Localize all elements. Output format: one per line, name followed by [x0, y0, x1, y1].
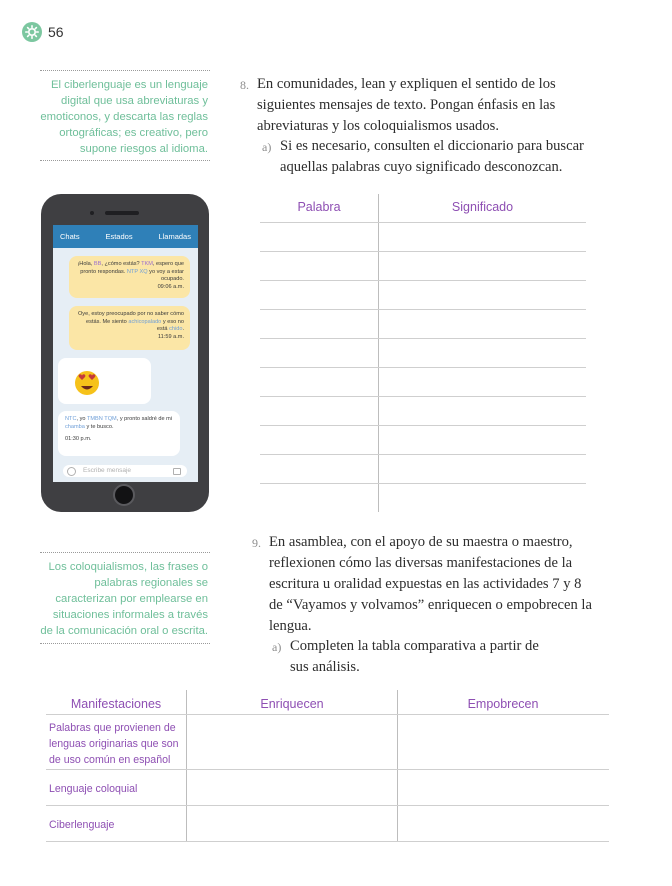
table2-header-empobrecen: Empobrecen — [467, 697, 539, 711]
activity-9-number: 9. — [252, 536, 261, 550]
table2-line — [46, 714, 609, 715]
phone-camera — [90, 211, 94, 215]
phone-home-button — [113, 484, 135, 506]
page-badge — [22, 22, 42, 42]
table1-line — [260, 367, 586, 368]
table1-line — [260, 425, 586, 426]
side-note-ciberlenguaje: El ciberlenguaje es un lenguaje digital que usa abreviaturas y emoticonos, y descarta las reglas ortográficas; es creativo, pero supone riesgos al idioma. — [40, 70, 210, 161]
table2-line — [46, 841, 609, 842]
activity-9-text: En asamblea, con el apoyo de su maestra o maestro, reflexionen cómo las diversas manifestaciones de la escritura u oralidad expuestas en las actividades 7 y 8 de “Vayamos y volvamos” enriquecen o empobrecen la lengua. — [269, 534, 592, 634]
message-input-placeholder: Escribe mensaje — [83, 467, 132, 474]
table1-line — [260, 309, 586, 310]
chat-tabs — [53, 225, 198, 248]
tab-estados: Estados — [105, 232, 133, 241]
table1-line — [260, 396, 586, 397]
message-bubble-1: ¡Hola, BB, ¿cómo estás? TKM, espero que pronto respondas. NTP XQ yo voy a estar ocupado. 09:06 a.m. — [69, 256, 190, 298]
tab-llamadas: Llamadas — [158, 232, 191, 241]
attach-icon — [173, 468, 181, 475]
activity-9-sub — [272, 636, 542, 678]
table2-divider — [397, 690, 398, 842]
table1-header-significado: Significado — [451, 200, 514, 214]
message-bubble-2: Oye, estoy preocupado por no saber cómo estás. Me siento achicopalado y eso no está chido. 11:59 a.m. — [69, 306, 190, 350]
activity-9-sub-letter: a) — [272, 640, 282, 654]
table2-row-label: Palabras que provienen de lenguas originarias que son de uso común en español — [49, 722, 179, 766]
message-input[interactable] — [63, 465, 187, 477]
side-note-coloquialismos: Los coloquialismos, las frases o palabras regionales se caracterizan por emplearse en situaciones informales a través de la comunicación oral o escrita. — [40, 552, 210, 644]
smiley-icon — [67, 467, 76, 476]
phone-screen — [53, 225, 198, 482]
gear-icon — [25, 25, 39, 39]
message-time: 09:06 a.m. — [157, 283, 184, 290]
table1-line — [260, 280, 586, 281]
activity-9 — [252, 532, 592, 637]
table2-row-label: Ciberlenguaje — [49, 819, 115, 831]
table1-line — [260, 222, 586, 223]
heart-eyes-emoji-icon — [72, 367, 102, 397]
table1-divider — [378, 194, 379, 512]
table1-line — [260, 251, 586, 252]
table2-divider — [186, 690, 187, 842]
message-time: 01:30 p.m. — [65, 436, 92, 443]
tab-chats: Chats — [60, 232, 80, 241]
activity-8-sub — [262, 136, 602, 178]
table1-header-palabra: Palabra — [297, 200, 341, 214]
table2-line — [46, 769, 609, 770]
message-time: 11:59 a.m. — [157, 333, 184, 340]
table1-line — [260, 454, 586, 455]
message-bubble-4: NTC, yo TMBN TQM, y pronto saldré de mi chamba y te busco. 01:30 p.m. — [58, 411, 180, 456]
table2-row-label: Lenguaje coloquial — [49, 783, 138, 795]
message-bubble-3 — [58, 358, 151, 404]
activity-8-number: 8. — [240, 78, 249, 92]
table2-header-enriquecen: Enriquecen — [260, 697, 324, 711]
activity-8 — [240, 74, 600, 137]
activity-8-sub-text: Si es necesario, consulten el diccionario para buscar aquellas palabras cuyo significado desconozcan. — [280, 138, 584, 175]
table2-line — [46, 805, 609, 806]
activity-8-sub-letter: a) — [262, 140, 272, 154]
table1-line — [260, 483, 586, 484]
table1-line — [260, 338, 586, 339]
page-number: 56 — [48, 24, 64, 40]
activity-9-sub-text: Completen la tabla comparativa a partir de sus análisis. — [290, 638, 539, 675]
phone-speaker — [105, 211, 139, 215]
table2-header-manifestaciones: Manifestaciones — [70, 697, 162, 711]
activity-8-text: En comunidades, lean y expliquen el sentido de los siguientes mensajes de texto. Pongan énfasis en las abreviaturas y los coloquialismos usados. — [257, 76, 556, 134]
